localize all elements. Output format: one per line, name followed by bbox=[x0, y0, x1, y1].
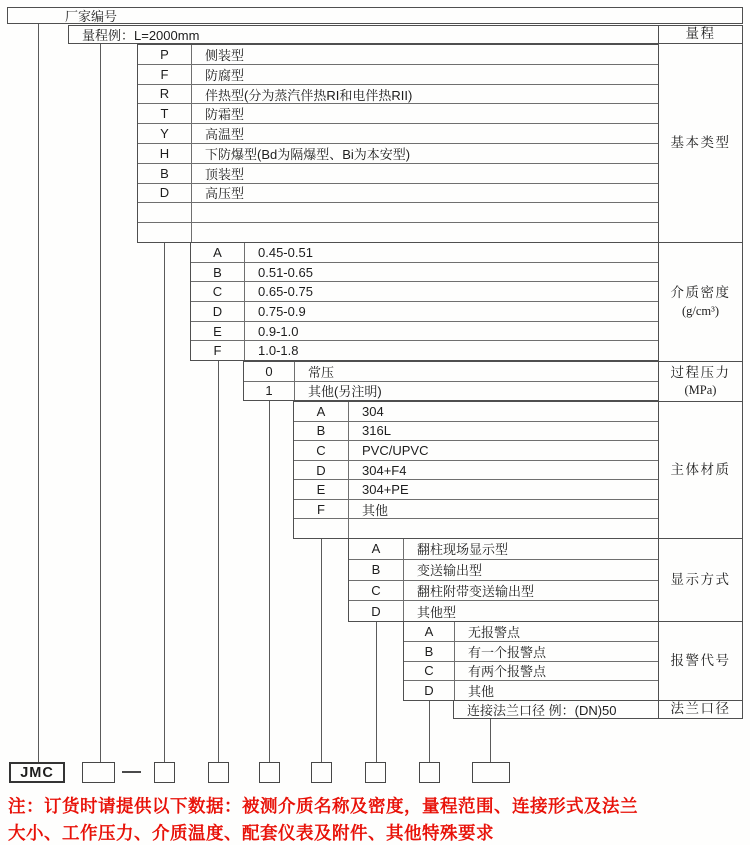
manufacturer-no-label: 厂家编号 bbox=[65, 9, 118, 24]
row-code: A bbox=[404, 622, 455, 641]
row-code: D bbox=[191, 302, 245, 321]
model-code-box-2 bbox=[154, 762, 175, 783]
table-row bbox=[294, 422, 658, 442]
table-row bbox=[138, 45, 658, 65]
row-code: D bbox=[404, 681, 455, 700]
section-label-material bbox=[658, 401, 743, 539]
table-row bbox=[138, 104, 658, 124]
section-table-material bbox=[293, 401, 659, 539]
row-desc: 防腐型 bbox=[205, 67, 245, 83]
row-desc: 304 bbox=[362, 403, 384, 419]
table-row bbox=[349, 601, 658, 621]
section-label-density bbox=[658, 242, 743, 362]
section-table-display bbox=[348, 538, 659, 622]
range-example-text: 量程例：L=2000mm bbox=[82, 28, 200, 43]
row-desc: 侧装型 bbox=[205, 47, 245, 63]
row-code: C bbox=[191, 282, 245, 301]
section-label-basic-type bbox=[658, 43, 743, 243]
table-row bbox=[294, 500, 658, 520]
model-code-box-7 bbox=[419, 762, 440, 783]
table-row bbox=[404, 642, 658, 662]
row-code bbox=[138, 203, 192, 222]
connector-line bbox=[269, 401, 270, 763]
connector-line bbox=[38, 24, 39, 763]
row-desc: 变送输出型 bbox=[417, 563, 483, 579]
row-code: C bbox=[404, 662, 455, 681]
section-label-range bbox=[658, 25, 743, 44]
row-code: F bbox=[191, 341, 245, 360]
row-desc: 有两个报警点 bbox=[468, 664, 547, 680]
row-desc: 有一个报警点 bbox=[468, 644, 547, 660]
table-row bbox=[244, 382, 658, 401]
connector-line bbox=[218, 361, 219, 763]
model-code-box-1 bbox=[82, 762, 115, 783]
row-desc: 304+PE bbox=[362, 482, 409, 498]
table-row bbox=[294, 480, 658, 500]
row-desc bbox=[192, 203, 658, 222]
connector-line bbox=[490, 719, 491, 763]
row-code: A bbox=[349, 539, 404, 559]
row-desc: 304+F4 bbox=[362, 462, 407, 478]
row-code: 0 bbox=[244, 362, 295, 381]
row-code: B bbox=[294, 422, 349, 441]
row-code: P bbox=[138, 45, 192, 64]
table-row bbox=[349, 539, 658, 560]
row-desc: PVC/UPVC bbox=[362, 442, 429, 458]
section-table-pressure bbox=[243, 361, 659, 401]
section-label-text: 基本类型 bbox=[670, 134, 731, 150]
row-code: D bbox=[294, 461, 349, 480]
section-label-alarm bbox=[658, 621, 743, 701]
section-label-unit: (g/cm³) bbox=[681, 303, 720, 318]
row-desc: 0.45-0.51 bbox=[258, 244, 313, 260]
table-row bbox=[294, 519, 658, 538]
table-row bbox=[191, 341, 658, 360]
row-code: B bbox=[191, 263, 245, 282]
section-table-basic-type bbox=[137, 44, 659, 243]
table-row bbox=[294, 461, 658, 481]
row-code: H bbox=[138, 144, 192, 163]
table-row bbox=[191, 282, 658, 302]
row-desc: 高温型 bbox=[205, 127, 245, 143]
table-row bbox=[138, 65, 658, 85]
row-desc: 其他 bbox=[468, 684, 495, 700]
table-row bbox=[138, 203, 658, 223]
row-code: 1 bbox=[244, 382, 295, 401]
order-note bbox=[8, 793, 750, 845]
table-row bbox=[191, 243, 658, 263]
row-desc: 0.51-0.65 bbox=[258, 264, 313, 280]
row-code: B bbox=[138, 164, 192, 183]
table-row bbox=[138, 124, 658, 144]
section-table-density bbox=[190, 242, 659, 361]
section-table-alarm bbox=[403, 621, 659, 701]
section-label-text: 主体材质 bbox=[670, 461, 731, 477]
table-row bbox=[404, 681, 658, 700]
section-label-flange bbox=[658, 700, 743, 719]
row-desc: 高压型 bbox=[205, 186, 245, 202]
connector-line bbox=[321, 539, 322, 763]
flange-size-row bbox=[453, 700, 659, 719]
range-example-box bbox=[68, 25, 659, 44]
table-row bbox=[349, 560, 658, 581]
row-code: C bbox=[294, 441, 349, 460]
row-code: F bbox=[138, 65, 192, 84]
section-label-text: 介质密度 bbox=[670, 285, 731, 301]
row-code: C bbox=[349, 581, 404, 601]
row-desc: 防霜型 bbox=[205, 107, 245, 123]
row-desc bbox=[349, 519, 658, 538]
connector-line bbox=[164, 243, 165, 763]
row-desc: 0.65-0.75 bbox=[258, 284, 313, 300]
row-desc: 其他(另注明) bbox=[308, 384, 382, 400]
row-desc: 伴热型(分为蒸汽伴热RI和电伴热RII) bbox=[205, 87, 413, 103]
table-row bbox=[138, 85, 658, 105]
order-note-line2: 大小、工作压力、介质温度、配套仪表及附件、其他特殊要求 bbox=[8, 822, 494, 843]
section-label-text: 报警代号 bbox=[670, 652, 731, 668]
table-row bbox=[294, 441, 658, 461]
row-desc: 下防爆型(Bd为隔爆型、Bi为本安型) bbox=[205, 146, 411, 162]
row-desc bbox=[192, 223, 658, 242]
connector-line bbox=[376, 622, 377, 763]
model-code-box-3 bbox=[208, 762, 229, 783]
row-code: B bbox=[404, 642, 455, 661]
row-code: E bbox=[294, 480, 349, 499]
row-desc: 顶装型 bbox=[205, 166, 245, 182]
row-code: D bbox=[138, 184, 192, 203]
table-row bbox=[138, 223, 658, 242]
row-desc: 无报警点 bbox=[468, 624, 521, 640]
model-code-box-4 bbox=[259, 762, 280, 783]
section-label-text: 法兰口径 bbox=[670, 701, 731, 717]
row-desc: 翻柱附带变送输出型 bbox=[417, 583, 535, 599]
row-desc: 其他 bbox=[362, 502, 389, 518]
section-label-text: 量程 bbox=[685, 26, 716, 42]
table-row bbox=[138, 164, 658, 184]
table-row bbox=[294, 402, 658, 422]
row-code: D bbox=[349, 601, 404, 621]
table-row bbox=[191, 302, 658, 322]
row-code: A bbox=[294, 402, 349, 421]
row-code bbox=[138, 223, 192, 242]
row-desc: 1.0-1.8 bbox=[258, 343, 299, 359]
row-code: F bbox=[294, 500, 349, 519]
section-label-pressure bbox=[658, 361, 743, 402]
section-label-unit: (MPa) bbox=[684, 383, 717, 398]
order-note-line1: 注：订货时请提供以下数据：被测介质名称及密度，量程范围、连接形式及法兰 bbox=[8, 796, 638, 816]
table-row bbox=[244, 362, 658, 382]
flange-size-text: 连接法兰口径 例：(DN)50 bbox=[467, 703, 617, 718]
section-label-text: 过程压力 bbox=[670, 364, 731, 380]
model-prefix-box: JMC bbox=[9, 762, 65, 783]
row-code: E bbox=[191, 322, 245, 341]
table-row bbox=[191, 263, 658, 283]
table-row bbox=[404, 662, 658, 682]
row-code: R bbox=[138, 85, 192, 104]
row-desc: 0.9-1.0 bbox=[258, 323, 299, 339]
connector-line bbox=[100, 44, 101, 763]
section-label-display bbox=[658, 538, 743, 622]
row-desc: 翻柱现场显示型 bbox=[417, 542, 509, 558]
row-desc: 其他型 bbox=[417, 604, 457, 620]
row-desc: 316L bbox=[362, 423, 391, 439]
row-code: Y bbox=[138, 124, 192, 143]
manufacturer-no-box bbox=[7, 7, 743, 24]
row-desc: 常压 bbox=[308, 364, 335, 380]
connector-line bbox=[429, 701, 430, 763]
row-code: T bbox=[138, 104, 192, 123]
row-code: A bbox=[191, 243, 245, 262]
model-code-dash bbox=[122, 771, 141, 773]
model-code-box-5 bbox=[311, 762, 332, 783]
table-row bbox=[191, 322, 658, 342]
table-row bbox=[349, 581, 658, 602]
row-code bbox=[294, 519, 349, 538]
table-row bbox=[404, 622, 658, 642]
table-row bbox=[138, 144, 658, 164]
table-row bbox=[138, 184, 658, 204]
model-code-box-6 bbox=[365, 762, 386, 783]
model-code-box-8 bbox=[472, 762, 510, 783]
row-desc: 0.75-0.9 bbox=[258, 303, 306, 319]
section-label-text: 显示方式 bbox=[670, 571, 731, 587]
row-code: B bbox=[349, 560, 404, 580]
